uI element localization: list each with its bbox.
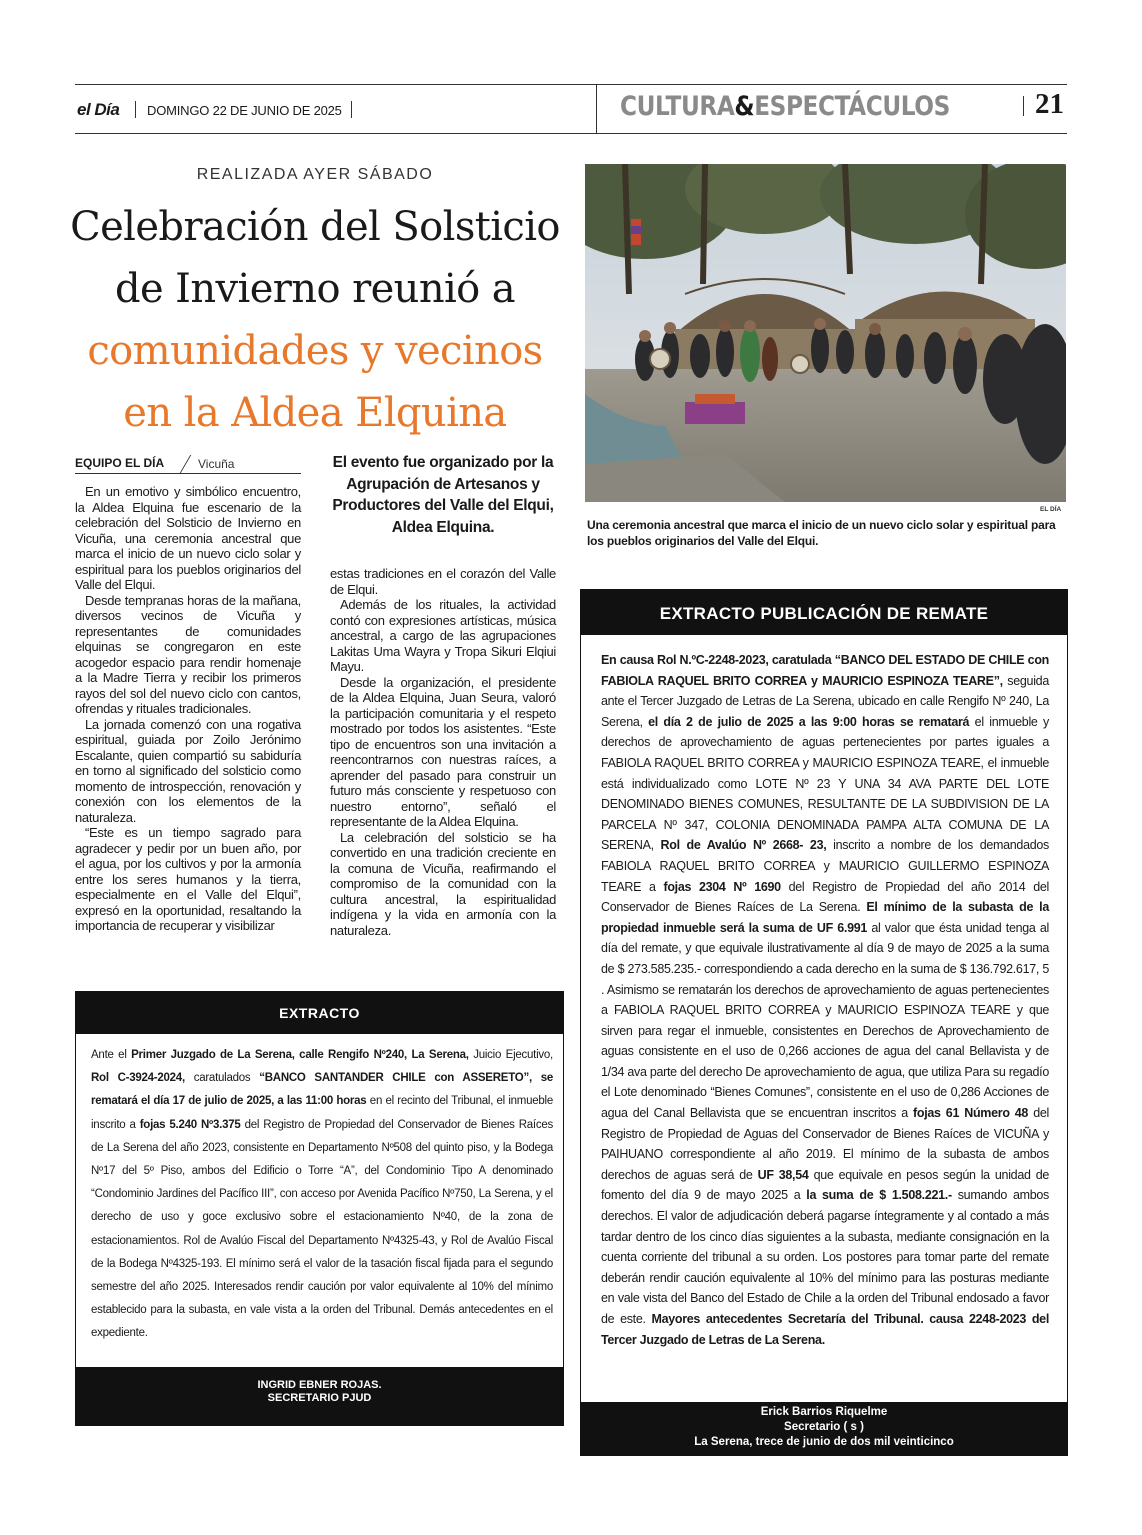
article-column-1 <box>75 484 301 934</box>
extracto-body: Ante el Primer Juzgado de La Serena, calle Rengifo Nº240, La Serena, Juicio Ejecutivo, Rol C-3924-2024, caratulados “BANCO SANTANDER CHILE con ASSERETO”, se rematará el día 17 de julio de 2025, a las 11:00 horas en el recinto del Tribunal, el inmueble inscrito a fojas 5.240 Nº3.375 del Registro de Propiedad del Conservador de Bienes Raíces de La Serena del año 2023, consistente en Departamento Nº508 del quinto piso, y la Bodega Nº17 del 5º Piso, ambos del Edificio o Torre “A”, del Condominio Tipo A denominado “Condominio Jardines del Pacífico III”, con acceso por Avenida Pacífico Nº750, La Serena, y el derecho de uso y goce exclusivo sobre el estacionamiento Nº40, de la zona de estacionamientos. Rol de Avalúo Fiscal del Departamento Nº4325-43, y Rol de Avalúo Fiscal de la Bodega Nº4325-193. El mínimo será el valor de la tasación fiscal fijada para el segundo semestre del año 2025. Interesados rendir caución por valor equivalente al 10% del mínimo establecido para la subasta, en vale vista a la orden del Tribunal. Demás antecedentes en el expediente. <box>91 1049 554 1340</box>
article-kicker: REALIZADA AYER SÁBADO <box>196 166 434 183</box>
paragraph: La jornada comenzó con una rogativa espiritual, guiada por Zoilo Jerónimo Escalante, quien compartió su sabiduría en torno al significado del solsticio como momento de introspección, renovación y conexión con los elementos de la naturaleza. <box>75 716 301 825</box>
header-separator <box>351 101 352 118</box>
masthead-logo: el Día <box>77 100 120 119</box>
paragraph: La celebración del solsticio se ha convertido en una tradición creciente en la comuna de Vicuña, reafirmando el compromiso de la comunidad con la cultura ancestral, la espiritualidad indígena y la vida en armonía con la naturaleza. <box>330 829 556 938</box>
paragraph: estas tradiciones en el corazón del Valle de Elqui. <box>330 566 556 597</box>
remate-signature: Erick Barrios Riquelme Secretario ( s ) La Serena, trece de junio de dos mil veinticinco <box>581 1402 1067 1455</box>
byline-author: EQUIPO EL DÍA <box>75 456 165 470</box>
paragraph: “Este es un tiempo sagrado para agradecer y pedir por un buen año, por el agua, por los cultivos y por la armonía entre los seres humanos y la tierra, especialmente en el Valle del Elqui”, expresó en la oportunidad, resaltando la importancia de recuperar y visibilizar <box>75 825 301 933</box>
remate-title: EXTRACTO PUBLICACIÓN DE REMATE <box>581 590 1067 635</box>
remate-body: En causa Rol N.ºC-2248-2023, caratulada “BANCO DEL ESTADO DE CHILE con FABIOLA RAQUEL BRITO CORREA y MAURICIO ESPINOZA TEARE”, seguida ante el Tercer Juzgado de Letras de La Serena, ubicado en calle Rengifo Nº 240, La Serena, el día 2 de julio de 2025 a las 9:00 horas se rematará el inmueble y derechos de aprovechamiento de aguas pertenecientes por partes iguales a FABIOLA RAQUEL BRITO CORREA y MAURICIO ESPINOZA TEARE, el inmueble está individualizado como LOTE Nº 23 Y UNA 34 AVA PARTE DEL LOTE DENOMINADO BIENES COMUNES, RESULTANTE DE LA SUBDIVISION DE LA PARCELA Nº 347, COLONIA DENOMINADA PAMPA ALTA COMUNA DE LA SERENA, Rol de Avalúo Nº 2668- 23, inscrito a nombre de los demandados FABIOLA RAQUEL BRITO CORREA y MAURICIO GUILLERMO ESPINOZA TEARE a fojas 2304 Nº 1690 del Registro de Propiedad del año 2014 del Conservador de Bienes Raíces de La Serena. El mínimo de la subasta de la propiedad inmueble será la suma de UF 6.991 al valor que ésta unidad tenga al día del remate, y que equivale ilustrativamente al día 9 de mayo de 2025 a la suma de $ 273.585.235.- correspondiendo a cada derecho en la suma de $ 136.792.617, 5 . Asimismo se rematarán los derechos de aprovechamiento de aguas pertenecientes a FABIOLA RAQUEL BRITO CORREA y MAURICIO ESPINOZA TEARE y que sirven para regar el inmueble, consistentes en Derechos de Aprovechamiento de aguas consistente en el uso de 0,266 acciones de agua del canal Bellavista y de 1/34 ava parte del derecho De aprovechamiento de agua, que utiliza Para su regadío el Lote denominado “Bienes Comunes”, consistente en el uso de 0,286 Acciones de agua del Canal Bellavista que se encuentran inscritos a fojas 61 Número 48 del Registro de Propiedad de Aguas del Conservador de Bienes Raíces de VICUÑA y PAIHUANO correspondiente al año 2019. El mínimo de la subasta de ambos derechos de aguas será de UF 38,54 que equivale en pesos según la unidad de fomento del día 9 de mayo 2025 a la suma de $ 1.508.221.- sumando ambos derechos. El valor de adjudicación deberá pagarse íntegramente y al contado a más tardar dentro de los cinco días siguientes a la subasta, mediante consignación en la cuenta corriente del tribunal a su orden. Los postores para tomar parte del remate deberán rendir caución equivalente al 10% del mínimo para las posturas mediante en vale vista del Banco del Estado de Chile a la orden del Tribunal endosado a favor de este. Mayores antecedentes Secretaría del Tribunal. causa 2248-2023 del Tercer Juzgado de Letras de La Serena. <box>601 653 1050 1347</box>
header-bottom-rule <box>75 133 1067 134</box>
photo-credit: EL DÍA <box>1040 506 1062 513</box>
paragraph: En un emotivo y simbólico encuentro, la Aldea Elquina fue escenario de la celebración del Solsticio de Invierno en Vicuña, una ceremonia ancestral que marca el inicio de un nuevo ciclo solar y espiritual para los pueblos originarios del Valle del Elqui. <box>75 484 301 592</box>
header-separator <box>135 101 136 118</box>
page-number: 21 <box>1035 88 1064 120</box>
paragraph: Desde tempranas horas de la mañana, diversos vecinos de Vicuña y representantes de comunidades elquinas se congregaron en este acogedor espacio para rendir homenaje a la Madre Tierra y recibir los primeros rayos del sol del nuevo ciclo con cantos, ofrendas y rituales tradicionales. <box>75 592 301 716</box>
header-separator <box>1023 96 1024 116</box>
paragraph: Además de los rituales, la actividad contó con expresiones artísticas, música ancestral, a cargo de las agrupaciones Lakitas Uma Wayra y Tropa Sikuri Elqiui Mayu. <box>330 597 556 674</box>
article-column-2 <box>330 566 556 938</box>
byline-location: Vicuña <box>198 457 235 471</box>
header-top-rule <box>75 84 1067 85</box>
section-title: CULTURA&ESPECTÁCULOS <box>620 91 950 122</box>
article-photo <box>585 164 1066 502</box>
article-headline: Celebración del Solsticio de Invierno reunió a comunidades y vecinos en la Aldea Elquina <box>70 204 560 436</box>
extracto-signature: INGRID EBNER ROJAS. SECRETARIO PJUD <box>76 1367 563 1425</box>
byline-rule <box>75 473 301 474</box>
remate-notice <box>580 589 1068 1456</box>
extracto-notice <box>75 991 564 1426</box>
extracto-title: EXTRACTO <box>76 992 563 1034</box>
paragraph: Desde la organización, el presidente de la Aldea Elquina, Juan Seura, valoró la participación comunitaria y el respeto mostrado por todos los asistentes. “Este tipo de encuentros son una invitación a reencontrarnos con nuestras raíces, a aprender del pasado para construir un futuro más consciente y respetuoso con nuestro entorno”, señaló el representante de la Aldea Elquina. <box>330 674 556 829</box>
issue-date: DOMINGO 22 DE JUNIO DE 2025 <box>147 103 342 118</box>
article-deck: El evento fue organizado por la Agrupación de Artesanos y Productores del Valle del Elqui, Aldea Elquina. <box>332 454 554 536</box>
photo-caption: Una ceremonia ancestral que marca el inicio de un nuevo ciclo solar y espiritual para los pueblos originarios del Valle del Elqui. <box>587 518 1056 548</box>
byline-slash <box>180 455 191 473</box>
header-divider <box>596 84 597 133</box>
